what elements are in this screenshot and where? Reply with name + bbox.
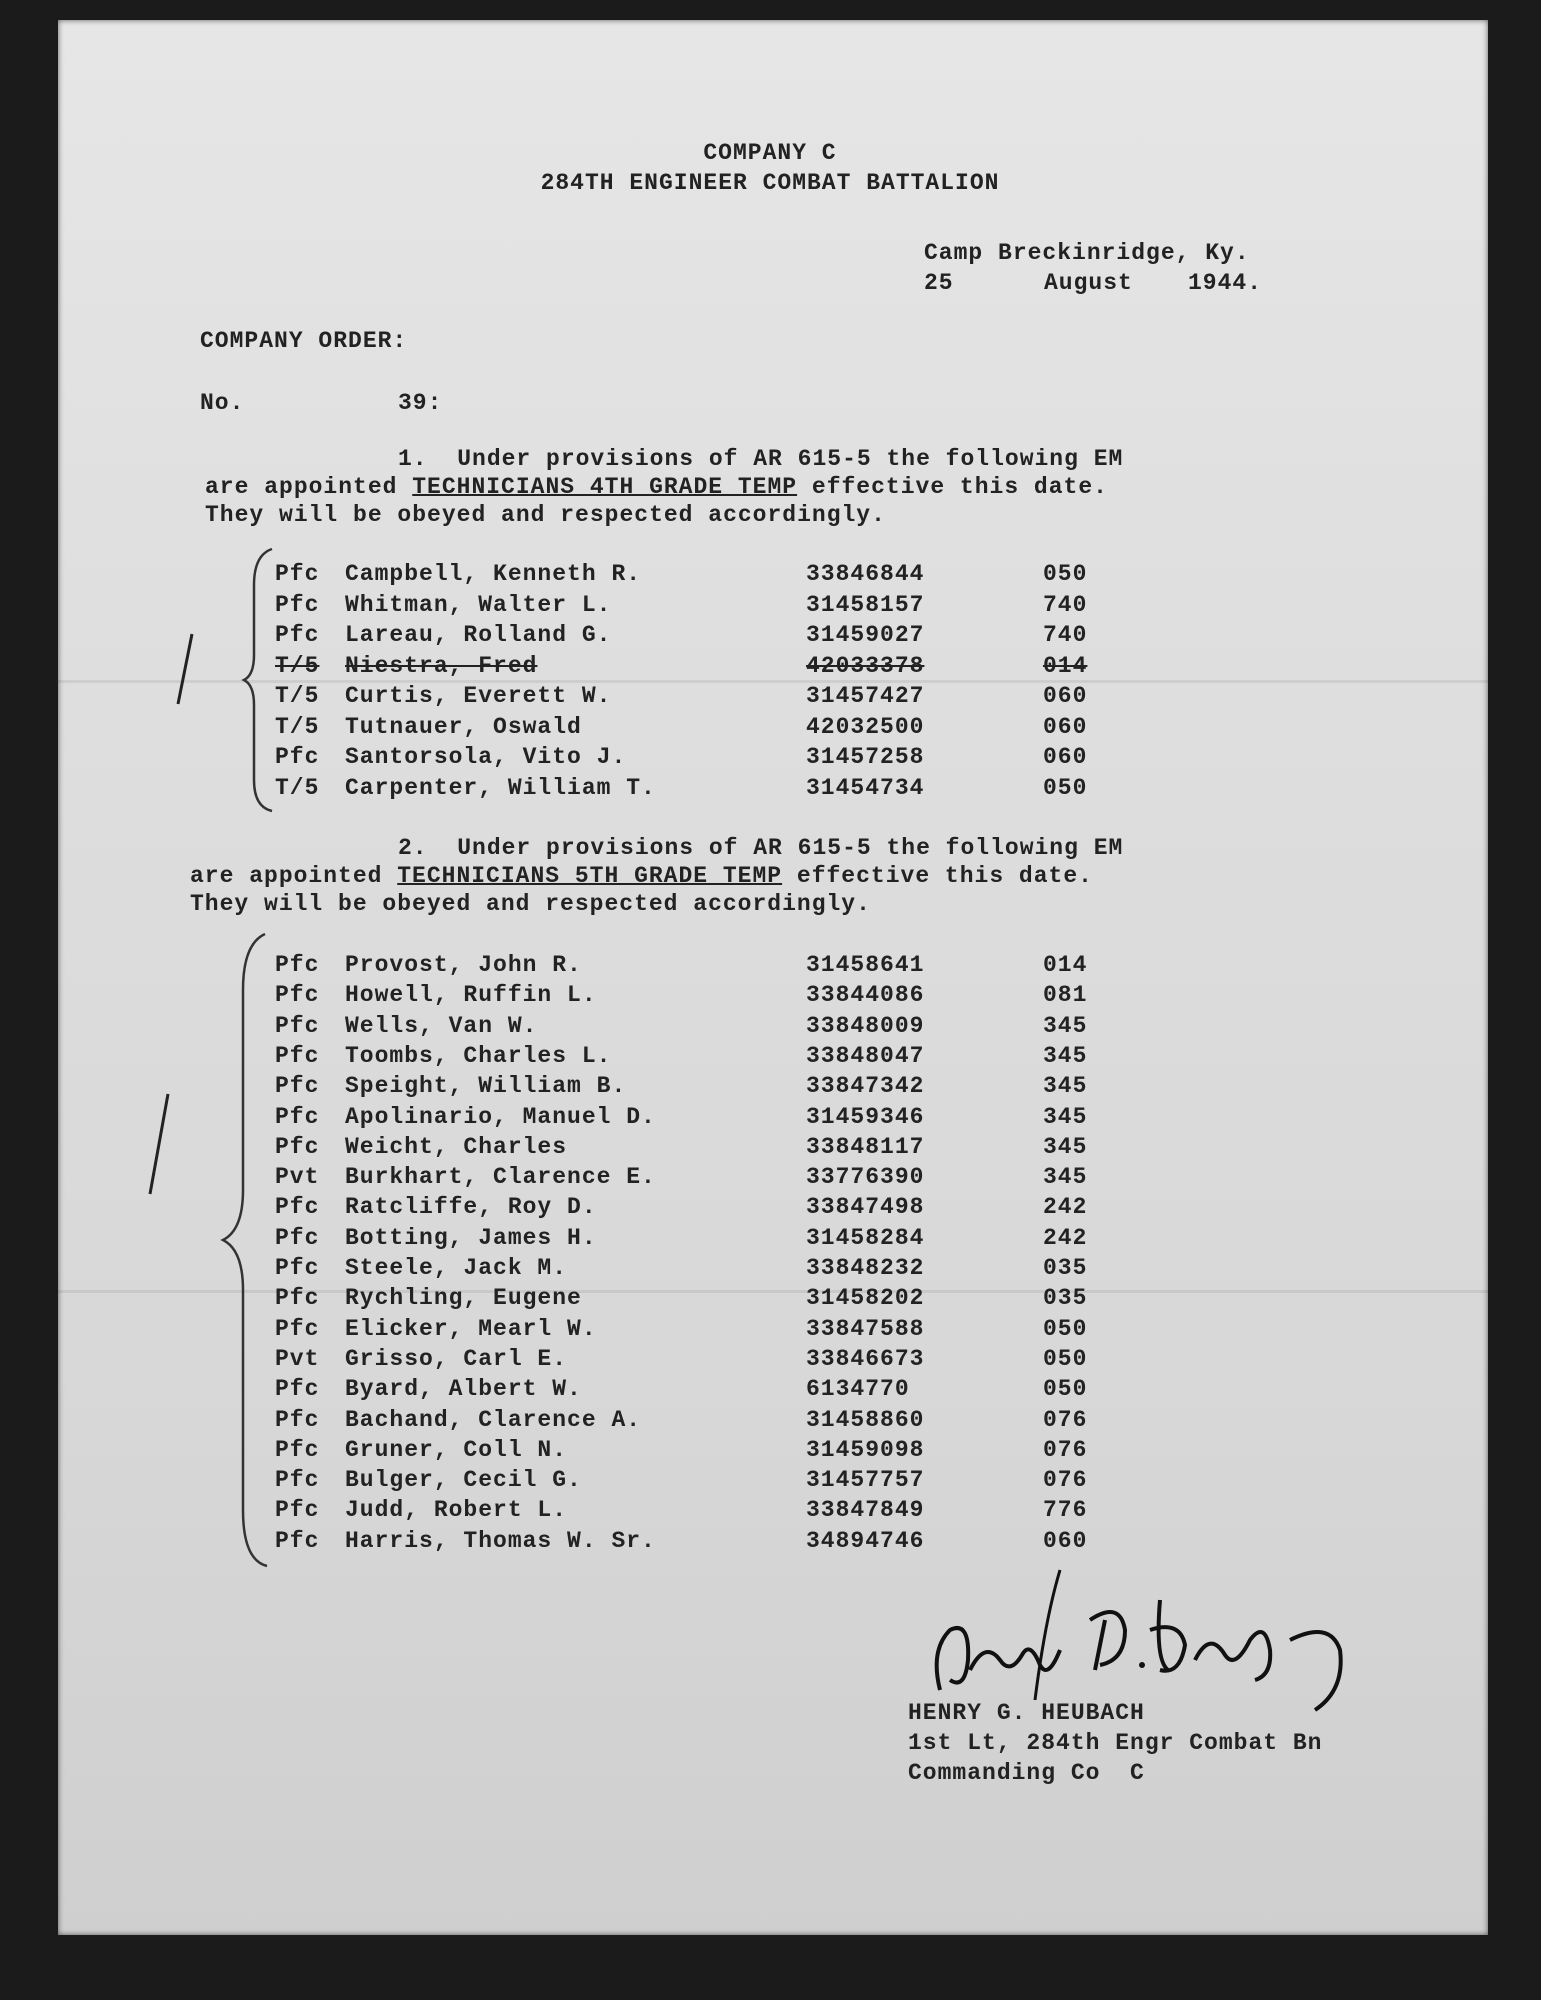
company-order-label: COMPANY ORDER:: [200, 328, 408, 354]
roster-serial: 33847342: [806, 1073, 925, 1100]
roster-code: 060: [1043, 744, 1088, 770]
roster-code: 076: [1043, 1436, 1088, 1463]
section2-line2-pre: are appointed: [190, 863, 398, 889]
roster-serial: 31457757: [806, 1467, 925, 1494]
section1-brace: [240, 545, 280, 815]
roster-serial: 33844086: [806, 982, 925, 1009]
roster-rank: T/5: [275, 652, 320, 679]
roster-rank: Pfc: [275, 591, 320, 618]
section1-line2: [205, 474, 1108, 500]
place-line: Camp Breckinridge, Ky.: [924, 240, 1250, 266]
roster-serial: 42032500: [806, 713, 925, 740]
roster-code: 050: [1043, 1376, 1088, 1403]
roster-serial: 33848232: [806, 1255, 925, 1281]
roster-code: 014: [1043, 652, 1088, 679]
roster-name: Carpenter, William T.: [345, 774, 656, 801]
roster-name: Curtis, Everett W.: [345, 683, 612, 709]
roster-rank: T/5: [275, 683, 320, 709]
section2-line2-post: effective this date.: [782, 863, 1093, 889]
roster-name: Wells, Van W.: [345, 1012, 538, 1039]
roster-name: Botting, James H.: [345, 1224, 597, 1251]
section1-line1: 1. Under provisions of AR 615-5 the following EM: [398, 446, 1124, 472]
roster-rank: Pvt: [275, 1164, 320, 1191]
roster-name: Bachand, Clarence A.: [345, 1406, 642, 1433]
roster-serial: 31458202: [806, 1285, 925, 1312]
roster-code: 076: [1043, 1467, 1088, 1494]
roster-code: 242: [1043, 1194, 1088, 1221]
roster-rank: T/5: [275, 774, 320, 801]
roster-name: Judd, Robert L.: [345, 1497, 568, 1524]
roster-serial: 33847849: [806, 1497, 925, 1524]
roster-name: Provost, John R.: [345, 952, 582, 978]
battalion-heading: 284TH ENGINEER COMBAT BATTALION: [540, 170, 1000, 196]
company-heading: COMPANY C: [703, 140, 837, 166]
roster-serial: 31458641: [806, 952, 925, 978]
roster-name: Howell, Ruffin L.: [345, 982, 597, 1009]
roster-name: Bulger, Cecil G.: [345, 1467, 582, 1494]
roster-serial: 33776390: [806, 1164, 925, 1191]
roster-name: Harris, Thomas W. Sr.: [345, 1527, 656, 1554]
roster-rank: Pfc: [275, 1497, 320, 1524]
roster-serial: 33847498: [806, 1194, 925, 1221]
roster-name: Burkhart, Clarence E.: [345, 1164, 656, 1191]
roster-serial: 33848117: [806, 1133, 925, 1160]
roster-serial: 31457258: [806, 744, 925, 770]
signer-command: Commanding Co C: [908, 1760, 1145, 1786]
section1-grade: TECHNICIANS 4TH GRADE TEMP: [412, 474, 798, 500]
roster-rank: Pfc: [275, 1255, 320, 1281]
roster-serial: 33848047: [806, 1042, 925, 1069]
roster-rank: Pfc: [275, 1133, 320, 1160]
roster-rank: Pfc: [275, 1406, 320, 1433]
roster-serial: 33846844: [806, 561, 925, 587]
roster-rank: Pfc: [275, 1194, 320, 1221]
roster-code: 345: [1043, 1103, 1088, 1130]
signer-name: HENRY G. HEUBACH: [908, 1700, 1145, 1726]
order-no-label: No.: [200, 390, 245, 416]
date-day: 25: [924, 270, 954, 296]
roster-serial: 31457427: [806, 683, 925, 709]
handwritten-signature: [910, 1560, 1370, 1720]
roster-code: 035: [1043, 1285, 1088, 1312]
roster-name: Tutnauer, Oswald: [345, 713, 582, 740]
roster-name: Ratcliffe, Roy D.: [345, 1194, 597, 1221]
roster-code: 740: [1043, 591, 1088, 618]
roster-code: 050: [1043, 1315, 1088, 1342]
roster-rank: Pfc: [275, 1527, 320, 1554]
roster-code: 060: [1043, 683, 1088, 709]
roster-name: Byard, Albert W.: [345, 1376, 582, 1403]
roster-serial: 34894746: [806, 1527, 925, 1554]
roster-code: 345: [1043, 1042, 1088, 1069]
section1-line2-post: effective this date.: [797, 474, 1108, 500]
roster-code: 076: [1043, 1406, 1088, 1433]
roster-serial: 31454734: [806, 774, 925, 801]
roster-rank: Pfc: [275, 1285, 320, 1312]
roster-serial: 42033378: [806, 652, 925, 679]
section2-margin-tick: [140, 1090, 180, 1200]
roster-code: 242: [1043, 1224, 1088, 1251]
roster-rank: Pfc: [275, 1436, 320, 1463]
roster-serial: 33846673: [806, 1345, 925, 1372]
order-no-value: 39:: [398, 390, 443, 416]
roster-name: Grisso, Carl E.: [345, 1345, 568, 1372]
roster-rank: Pfc: [275, 1012, 320, 1039]
roster-rank: Pfc: [275, 1315, 320, 1342]
roster-serial: 33847588: [806, 1315, 925, 1342]
roster-rank: Pfc: [275, 1376, 320, 1403]
section2-brace: [215, 930, 275, 1570]
section2-line2: [190, 863, 1093, 889]
roster-code: 345: [1043, 1012, 1088, 1039]
section2-line3: They will be obeyed and respected accordingly.: [190, 891, 871, 917]
roster-code: 050: [1043, 774, 1088, 801]
roster-serial: 31459098: [806, 1436, 925, 1463]
roster-serial: 31458860: [806, 1406, 925, 1433]
roster-rank: Pfc: [275, 744, 320, 770]
roster-code: 345: [1043, 1164, 1088, 1191]
roster-rank: Pfc: [275, 622, 320, 648]
roster-rank: T/5: [275, 713, 320, 740]
roster-code: 081: [1043, 982, 1088, 1009]
roster-code: 050: [1043, 561, 1088, 587]
roster-name: Santorsola, Vito J.: [345, 744, 627, 770]
roster-name: Elicker, Mearl W.: [345, 1315, 597, 1342]
roster-rank: Pvt: [275, 1345, 320, 1372]
section2-line1: 2. Under provisions of AR 615-5 the following EM: [398, 835, 1124, 861]
roster-name: Whitman, Walter L.: [345, 591, 612, 618]
roster-rank: Pfc: [275, 982, 320, 1009]
roster-code: 014: [1043, 952, 1088, 978]
roster-name: Campbell, Kenneth R.: [345, 561, 642, 587]
section1-line3: They will be obeyed and respected accordingly.: [205, 502, 886, 528]
section1-margin-tick: [170, 630, 200, 710]
roster-name: Lareau, Rolland G.: [345, 622, 612, 648]
roster-code: 345: [1043, 1133, 1088, 1160]
roster-name: Weicht, Charles: [345, 1133, 568, 1160]
roster-code: 060: [1043, 1527, 1088, 1554]
roster-code: 035: [1043, 1255, 1088, 1281]
date-month: August: [1044, 270, 1133, 296]
roster-rank: Pfc: [275, 1224, 320, 1251]
roster-rank: Pfc: [275, 1073, 320, 1100]
roster-serial: 31459346: [806, 1103, 925, 1130]
roster-code: 060: [1043, 713, 1088, 740]
roster-name: Apolinario, Manuel D.: [345, 1103, 656, 1130]
signer-title: 1st Lt, 284th Engr Combat Bn: [908, 1730, 1323, 1756]
section2-grade: TECHNICIANS 5TH GRADE TEMP: [397, 863, 783, 889]
roster-rank: Pfc: [275, 1467, 320, 1494]
roster-serial: 31458284: [806, 1224, 925, 1251]
roster-rank: Pfc: [275, 1103, 320, 1130]
roster-code: 740: [1043, 622, 1088, 648]
roster-code: 776: [1043, 1497, 1088, 1524]
roster-serial: 31458157: [806, 591, 925, 618]
roster-name: Toombs, Charles L.: [345, 1042, 612, 1069]
roster-serial: 6134770: [806, 1376, 910, 1403]
section1-line2-pre: are appointed: [205, 474, 413, 500]
roster-name: Speight, William B.: [345, 1073, 627, 1100]
roster-name: Steele, Jack M.: [345, 1255, 568, 1281]
date-year: 1944.: [1188, 270, 1263, 296]
roster-serial: 31459027: [806, 622, 925, 648]
roster-rank: Pfc: [275, 952, 320, 978]
roster-name: Gruner, Coll N.: [345, 1436, 568, 1463]
roster-name: Niestra, Fred: [345, 652, 538, 679]
roster-rank: Pfc: [275, 561, 320, 587]
roster-code: 050: [1043, 1345, 1088, 1372]
roster-serial: 33848009: [806, 1012, 925, 1039]
roster-rank: Pfc: [275, 1042, 320, 1069]
roster-code: 345: [1043, 1073, 1088, 1100]
roster-name: Rychling, Eugene: [345, 1285, 582, 1312]
